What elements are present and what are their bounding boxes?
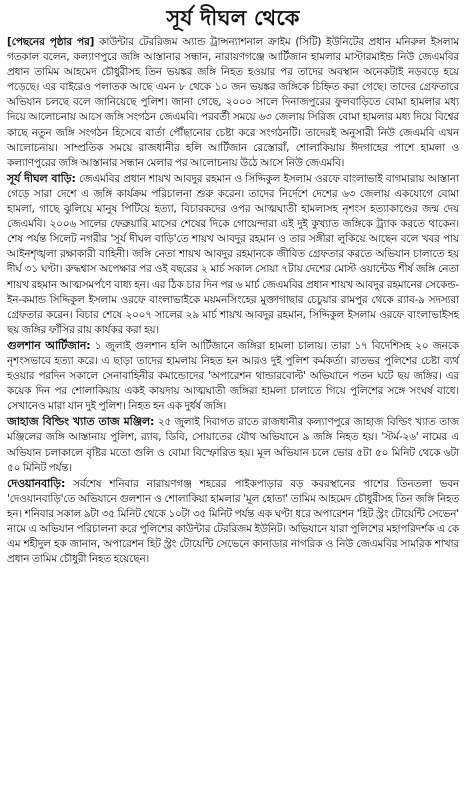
- section-surjo-dighol: [7, 171, 459, 338]
- section-text: ১ জুলাই গুলশান হলি আর্টিজানে জঙ্গিরা হামলা চালায়। তারা ১৭ বিদেশিসহ ২০ জনকে নৃশংসভাবে হত্যা করে। এ ছাড়া তাদের হামলায় নিহত হন আরও দুই পুলিশ কর্মকর্তা। রাতভর পুলিশের চেষ্টা ব্যর্থ হওয়ার পরদিন সকালে সেনাবাহিনীর কমান্ডোদের 'অপারেশন থান্ডারবোল্ট' অভিযানে পতন ঘটে ছয় জঙ্গির। এর কয়েক দিন পর শোলাকিয়ায় একই কায়দায় আত্মঘাতী জঙ্গিরা হামলা চালাতে গিয়ে পুলিশের সঙ্গে সংঘর্ষ বাধে। সেখানেও মারা যান দুই পুলিশ। নিহত হন এক দুর্ধর্ষ জঙ্গি।: [7, 339, 459, 413]
- section-heading: সূর্য দীঘল বাড়ি:: [7, 171, 76, 185]
- section-heading: জাহাজ বিল্ডিং খ্যাত তাজ মঞ্জিল:: [7, 415, 155, 429]
- section-text: জেএমবির প্রধান শায়খ আবদুর রহমান ও সিদ্দিকুল ইসলাম ওরফে বাংলাভাই বাগমারায় আস্তানা গেড়ে সারা দেশে এ জঙ্গি কার্যক্রম পরিচালনা শুরু করেন। তাদের নির্দেশে দেশের ৬৩ জেলায় একযোগে বোমা হামলা, গাছে ঝুলিয়ে মানুষ পিটিয়ে হত্যা, বিচারকদের ওপর আত্মঘাতী হামলাসহ নৃশংস হত্যাকাণ্ডের জন্ম দেয় জেএমবি। ২০০৬ সালের ফেব্রুয়ারি মাসের শেষের দিকে গোয়েন্দারা এই দুই কুখ্যাত জঙ্গিকে ট্র্যাক করতে থাকেন। শেষ পর্যন্ত সিলেট নগরীর 'সূর্য দীঘল বাড়ি'তে শায়খ আবদুর রহমান ও তার সঙ্গীরা লুকিয়ে আছেন বলে খবর পায় আইনশৃঙ্খলা রক্ষাকারী বাহিনী। জঙ্গি নেতা শায়খ আবদুর রহমানকে জীবিত গ্রেফতার করতে অভিযান চালাতে হয় দীর্ঘ ৩১ ঘণ্টা। রুদ্ধশ্বাস অপেক্ষার পর ওই বছরের ২ মার্চ সকাল সোয়া ৭টায় দেশের মোস্ট ওয়ান্টেড শীর্ষ জঙ্গি নেতা শায়খ রহমান আত্মসমর্পণে বাধ্য হন। এর ঠিক চার দিন পর ৬ মার্চ জেএমবির প্রধান শায়খ আবদুর রহমানের সেকেন্ড-ইন-কমান্ড সিদ্দিকুল ইসলাম ওরফে বাংলাভাইকে ময়মনসিংহের মুক্তাগাছার চেচুয়ার রামপুর থেকে র‌্যাব-৯ সদস্যরা গ্রেফতার করেন। বিচার শেষে ২০০৭ সালের ২৯ মার্চ শায়খ আবদুর রহমান, সিদ্দিকুল ইসলাম ওরফে বাংলাভাইসহ ছয় জঙ্গির ফাঁসির রায় কার্যকর করা হয়।: [7, 172, 459, 336]
- article-headline: সূর্য দীঘল থেকে: [166, 6, 300, 30]
- intro-paragraph: [7, 35, 459, 171]
- section-heading: দেওয়ানবাড়ি:: [7, 476, 66, 490]
- section-text: ২৫ জুলাই দিবাগত রাতে রাজধানীর কল্যাণপুরে জাহাজ বিল্ডিং খ্যাত তাজ মঞ্জিলের জঙ্গি আস্তানায় পুলিশ, র‌্যাব, ডিবি, সোয়াতের যৌথ অভিযানে ৯ জঙ্গি নিহত হয়। 'স্টর্ম-২৬' নামের এ অভিযান চলাকালে বৃষ্টির মতো গুলি ও বোমা বিস্ফোরিত হয়। মূল অভিযান চলে ভোর ৫টা ৫০ মিনিট থেকে ৬টা ৫০ মিনিট পর্যন্ত।: [7, 416, 460, 474]
- section-heading: গুলশান আর্টিজান:: [7, 338, 91, 352]
- section-dewanbari: [7, 476, 459, 568]
- intro-text: কাউন্টার টেররিজম অ্যান্ড ট্রান্সন্যাশনাল ক্রাইম (সিটি) ইউনিটের প্রধান মনিরুল ইসলাম গতকাল বলেন, কল্যাণপুরে জঙ্গি আস্তানার সন্ধান, নারায়ণগঞ্জে আর্টিজান হামলার মাস্টারমাইন্ড নিউ জেএমবির প্রধান তামিম আহমেদ চৌধুরীসহ তিন ভয়ঙ্কর জঙ্গি নিহত হওয়ার পর তাদের অবস্থান অনেকটাই নড়বড়ে হয়ে পড়েছে। এর বাইরেও পলাতক আছে এমন ৮ থেকে ১০ জন ভয়ঙ্কর জঙ্গিকে চিহ্নিত করা গেছে। তাদের গ্রেফতারে অভিযান চলছে বলে জানিয়েছে পুলিশ। জানা গেছে, ২০০০ সালে দিনাজপুরের ফুলবাড়িতে বোমা হামলার মধ্য দিয়ে আলোচনায় আসে জঙ্গি সংগঠন জেএমবি। পরবর্তী সময়ে ৬৩ জেলায় সিরিজ বোমা হামলার মধ্য দিয়ে বিশ্বের কাছে নতুন জঙ্গি সংগঠন হিসেবে বার্তা পৌঁছানোর চেষ্টা করে সংগঠনটি। তাদেরই অনুসারী নিউ জেএমবি এখন আলোচনায়। সাম্প্রতিক সময়ে রাজধানীর হলি আর্টিজান রেস্তোরাঁ, শোলাকিয়ায় ঈদগাহের পাশে হামলা ও কল্যাণপুরের জঙ্গি আস্তানার সন্ধান মেলার পর আলোচনায় উঠে আসে নিউ জেএমবি।: [7, 36, 459, 169]
- continued-from-kicker: [পেছনের পৃষ্ঠার পর]: [7, 36, 95, 48]
- section-taj-monjil: [7, 414, 459, 475]
- section-text: সর্বশেষ শনিবার নারায়ণগঞ্জ শহরের পাইকপাড়ার বড় কবরস্থানের পাশের তিনতলা ভবন 'দেওয়ানবাড়ি'তে অভিযানে গুলশান ও শোলাকিয়া হামলার 'মূল হোতা' তামিম আহমেদ চৌধুরীসহ তিন জঙ্গি নিহত হন। শনিবার সকাল ৯টা ৩৫ মিনিট থেকে ১০টা ৩৫ মিনিট পর্যন্ত এক ঘণ্টা ধরে অপারেশন 'হিট স্ট্রং টোয়েন্টি সেভেন' নামে এ অভিযান পরিচালনা করে পুলিশের কাউন্টার টেররিজম ইউনিট। অভিযানে যারা পুলিশের মহাপরিদর্শক এ কে এম শহীদুল হক জানান, অপারেশন হিট স্ট্রং টোয়েন্টি সেভেনে কানাডার নাগরিক ও নিউ জেএমবির সামরিক শাখার প্রধান তামিম চৌধুরী নিহত হয়েছেন।: [7, 477, 459, 566]
- section-gulshan-artisan: [7, 338, 459, 414]
- article-body: [7, 35, 459, 567]
